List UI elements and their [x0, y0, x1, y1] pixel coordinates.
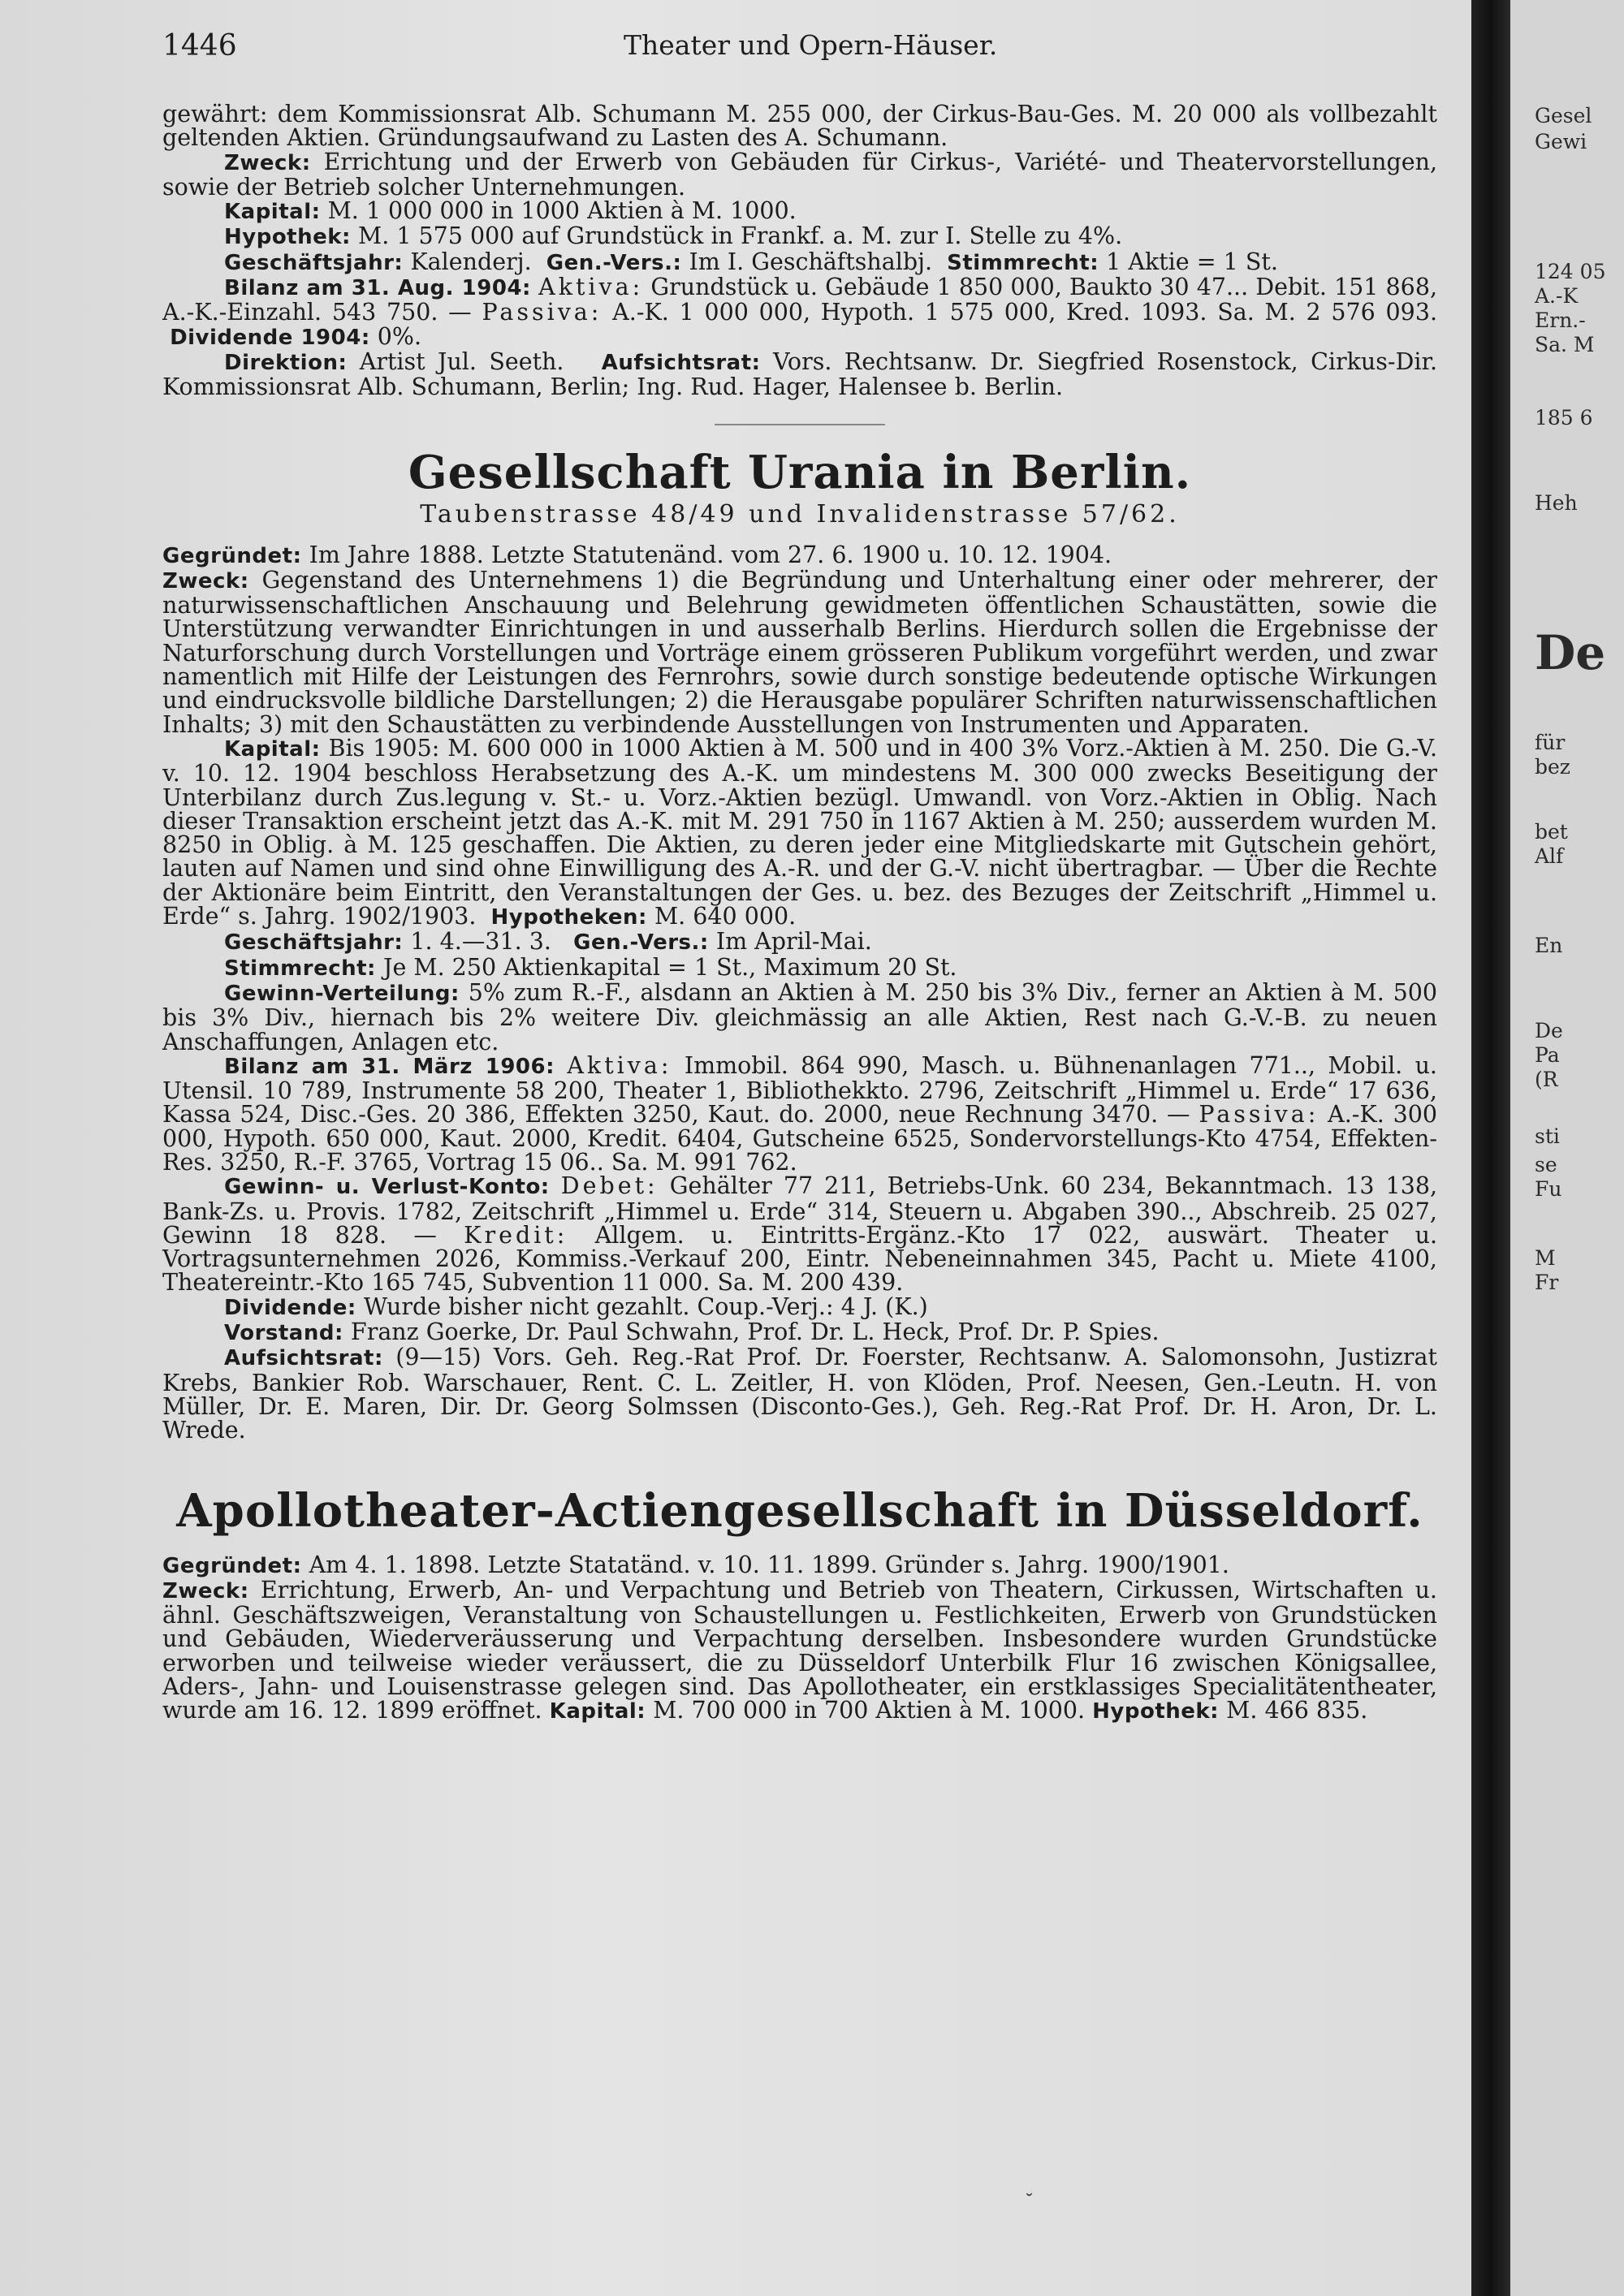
fragment-line: Pa: [1535, 1043, 1560, 1067]
page-number: 1446: [162, 29, 237, 63]
fragment-line: se: [1535, 1153, 1557, 1176]
cont-zweck: Zweck: Errichtung und der Erwerb von Gebäuden für Cirkus-, Variété- und Theatervorstellungen, sowie der Betrieb solcher Unternehmungen.: [162, 148, 1438, 201]
apollo-gegruendet: Gegründet: Am 4. 1. 1898. Letzte Statatänd. v. 10. 11. 1899. Gründer s. Jahrg. 1900/1901.: [162, 1551, 1229, 1578]
fragment-line: 185 6: [1535, 406, 1593, 429]
urania-gegruendet: Gegründet: Im Jahre 1888. Letzte Statutenänd. vom 27. 6. 1900 u. 10. 12. 1904.: [162, 541, 1112, 568]
cont-direktion: Direktion: Artist Jul. Seeth. Aufsichtsrat: Vors. Rechtsanw. Dr. Siegfried Rosenstock, Cirkus-Dir. Kommissionsrat Alb. Schumann, Berlin; Ing. Rud. Hager, Halensee b. Berlin.: [162, 347, 1438, 401]
urania-title: Gesellschaft Urania in Berlin.: [408, 445, 1192, 499]
urania-zweck: Zweck: Gegenstand des Unternehmens 1) die Begründung und Unterhaltung einer oder mehrerer, der naturwissenschaftlichen Anschauung und Belehrung gewidmeten öffentlichen Schaustätten, sowie die Unterstützung verwandter Einrichtungen in und ausserhalb Berlins. Hierdurch sollen die Ergebnisse der Naturforschung durch Vorstellungen und Vorträge einem grösseren Publikum vorgeführt werden, und zwar namentlich mit Hilfe der Leistungen des Fernrohrs, sowie durch sonstige bedeutende optische Wirkungen und eindrucksvolle bildliche Darstellungen; 2) die Herausgabe populärer Schriften naturwissenschaftlichen Inhalts; 3) mit den Schaustätten zu verbindende Ausstellungen von Instrumenten und Apparaten.: [162, 566, 1437, 738]
cont-hypothek: Hypothek: M. 1 575 000 auf Grundstück in Frankf. a. M. zur I. Stelle zu 4%.: [224, 222, 1123, 250]
fragment-line: bez: [1535, 755, 1570, 779]
cont-bilanz: Bilanz am 31. Aug. 1904: Aktiva: Grundstück u. Gebäude 1 850 000, Baukto 30 47... Debit. 151 868, A.-K.-Einzahl. 543 750. — Passiva: A.-K. 1 000 000, Hypoth. 1 575 000, Kred. 1093. Sa. M. 2 576 093. Dividende 1904: 0%.: [162, 274, 1438, 350]
fragment-line: En: [1535, 934, 1563, 957]
fragment-heading: De: [1535, 625, 1606, 680]
fragment-line: 124 05: [1535, 260, 1606, 283]
fragment-line: Gesel: [1535, 104, 1592, 127]
section-divider: [715, 424, 885, 425]
urania-dividende: Dividende: Wurde bisher nicht gezahlt. Coup.-Verj.: 4 J. (K.): [224, 1293, 928, 1320]
book-gutter: [1471, 0, 1510, 2296]
continuation-lines: gewährt: dem Kommissionsrat Alb. Schumann M. 255 000, der Cirkus-Bau-Ges. M. 20 000 als vollbezahlt geltenden Aktien. Gründungsaufwand zu Lasten des A. Schumann.: [162, 101, 1437, 152]
cont-geschaeftsjahr: Geschäftsjahr: Kalenderj. Gen.-Vers.: Im I. Geschäftshalbj. Stimmrecht: 1 Aktie = 1 St.: [224, 248, 1278, 275]
urania-guv: Gewinn- u. Verlust-Konto: Debet: Gehälter 77 211, Betriebs-Unk. 60 234, Bekanntmach. 13 138, Bank-Zs. u. Provis. 1782, Zeitschrift „Himmel u. Erde“ 314, Steuern u. Abgaben 390.., Abschreib. 25 027, Gewinn 18 828. — Kredit: Allgem. u. Eintritts-Ergänz.-Kto 17 022, auswärt. Theater u. Vortragsunternehmen 2026, Kommiss.-Verkauf 200, Eintr. Nebeneinnahmen 345, Pacht u. Miete 4100, Theatereintr.-Kto 165 745, Subvention 11 000. Sa. M. 200 439.: [162, 1172, 1438, 1297]
fragment-line: Heh: [1535, 491, 1578, 515]
fragment-line: Alf: [1535, 844, 1564, 868]
apollo-zweck: Zweck: Errichtung, Erwerb, An- und Verpachtung und Betrieb von Theatern, Cirkussen, Wirtschaften u. ähnl. Geschäftszweigen, Veranstaltung von Schaustellungen u. Festlichkeiten, Erwerb von Grundstücken und Gebäuden, Wiederveräusserung und Verpachtung derselben. Insbesondere wurden Grundstücke erworben und teilweise wieder veräussert, die zu Düsseldorf Unterbilk Flur 16 zwischen Königsallee, Aders-, Jahn- und Louisenstrasse gelegen sind. Das Apollotheater, ein erstklassiges Specialitätentheater, wurde am 16. 12. 1899 eröffnet. Kapital: M. 700 000 in 700 Aktien à M. 1000. Hypothek: M. 466 835.: [162, 1576, 1437, 1724]
print-mark: ˘: [1025, 2192, 1034, 2212]
fragment-line: Fu: [1535, 1177, 1562, 1201]
fragment-line: A.-K: [1535, 284, 1579, 308]
urania-kapital: Kapital: Bis 1905: M. 600 000 in 1000 Aktien à M. 500 und in 400 3% Vorz.-Aktien à M. 250. Die G.-V. v. 10. 12. 1904 beschloss Herabsetzung des A.-K. um mindestens M. 300 000 zwecks Beseitigung der Unterbilanz durch Zus.legung v. St.- u. Vorz.-Aktien bezügl. Umwandl. von Vorz.-Aktien in Oblig. Nach dieser Transaktion erscheint jetzt das A.-K. mit M. 291 750 in 1167 Aktien à M. 250; ausserdem wurden M. 8250 in Oblig. à M. 125 geschaffen. Die Aktien, zu deren jeder eine Mitgliedskarte mit Gutschein gehört, lauten auf Namen und sind ohne Einwilligung des A.-R. und der G.-V. nicht übertragbar. — Über die Rechte der Aktionäre beim Eintritt, den Veranstaltungen der Ges. u. bez. des Bezuges der Zeitschrift „Himmel u. Erde“ s. Jahrg. 1902/1903. Hypotheken: M. 640 000.: [162, 734, 1437, 930]
apollo-title: Apollotheater-Actiengesellschaft in Düsseldorf.: [176, 1483, 1423, 1538]
fragment-line: (R: [1535, 1068, 1558, 1091]
fragment-line: für: [1535, 731, 1566, 754]
fragment-line: Sa. M: [1535, 333, 1595, 356]
fragment-line: Ern.-: [1535, 309, 1586, 332]
fragment-line: M: [1535, 1246, 1556, 1270]
page-body: [162, 102, 1437, 1724]
fragment-line: sti: [1535, 1124, 1560, 1148]
urania-bilanz: Bilanz am 31. März 1906: Aktiva: Immobil. 864 990, Masch. u. Bühnenanlagen 771.., Mobil. u. Utensil. 10 789, Instrumente 58 200, Theater 1, Bibliothekkto. 2796, Zeitschrift „Himmel u. Erde“ 17 636, Kassa 524, Disc.-Ges. 20 386, Effekten 3250, Kaut. do. 2000, neue Rechnung 3470. — Passiva: A.-K. 300 000, Hypoth. 650 000, Kaut. 2000, Kredit. 6404, Gutscheine 6525, Sondervorstellungs-Kto 4754, Effekten-Res. 3250, R.-F. 3765, Vortrag 15 06.. Sa. M. 991 762.: [162, 1051, 1437, 1176]
fragment-line: De: [1535, 1019, 1563, 1042]
urania-address: Taubenstrasse 48/49 und Invalidenstrasse 57/62.: [420, 499, 1180, 529]
urania-aufsichtsrat: Aufsichtsrat: (9—15) Vors. Geh. Reg.-Rat Prof. Dr. Foerster, Rechtsanw. A. Salomonsohn, Justizrat Krebs, Bankier Rob. Warschauer, Rent. C. L. Zeitler, H. von Klöden, Prof. Neesen, Gen.-Leutn. H. von Müller, Dr. E. Maren, Dir. Dr. Georg Solmssen (Disconto-Ges.), Geh. Reg.-Rat Prof. Dr. H. Aron, Dr. L. Wrede.: [162, 1344, 1438, 1444]
fragment-line: bet: [1535, 820, 1568, 844]
fragment-line: Gewi: [1535, 130, 1587, 153]
fragment-line: Fr: [1535, 1271, 1559, 1294]
adjacent-page-fragment: [1510, 0, 1624, 2296]
urania-vorstand: Vorstand: Franz Goerke, Dr. Paul Schwahn, Prof. Dr. L. Heck, Prof. Dr. P. Spies.: [224, 1318, 1160, 1346]
urania-gewinnverteilung: Gewinn-Verteilung: 5% zum R.-F., alsdann an Aktien à M. 250 bis 3% Div., ferner an Aktien à M. 500 bis 3% Div., hiernach bis 2% weitere Div. gleichmässig an alle Aktien, Rest nach G.-V.-B. zu neuen Anschaffungen, Anlagen etc.: [162, 978, 1437, 1055]
cont-kapital: Kapital: M. 1 000 000 in 1000 Aktien à M. 1000.: [224, 197, 797, 225]
urania-geschaeftsjahr: Geschäftsjahr: 1. 4.—31. 3. Gen.-Vers.: Im April-Mai.: [224, 928, 872, 956]
running-title: Theater und Opern-Häuser.: [624, 29, 998, 61]
section-gap: [162, 1443, 1437, 1485]
page-header: [162, 29, 1437, 65]
urania-stimmrecht: Stimmrecht: Je M. 250 Aktienkapital = 1 St., Maximum 20 St.: [224, 953, 957, 981]
